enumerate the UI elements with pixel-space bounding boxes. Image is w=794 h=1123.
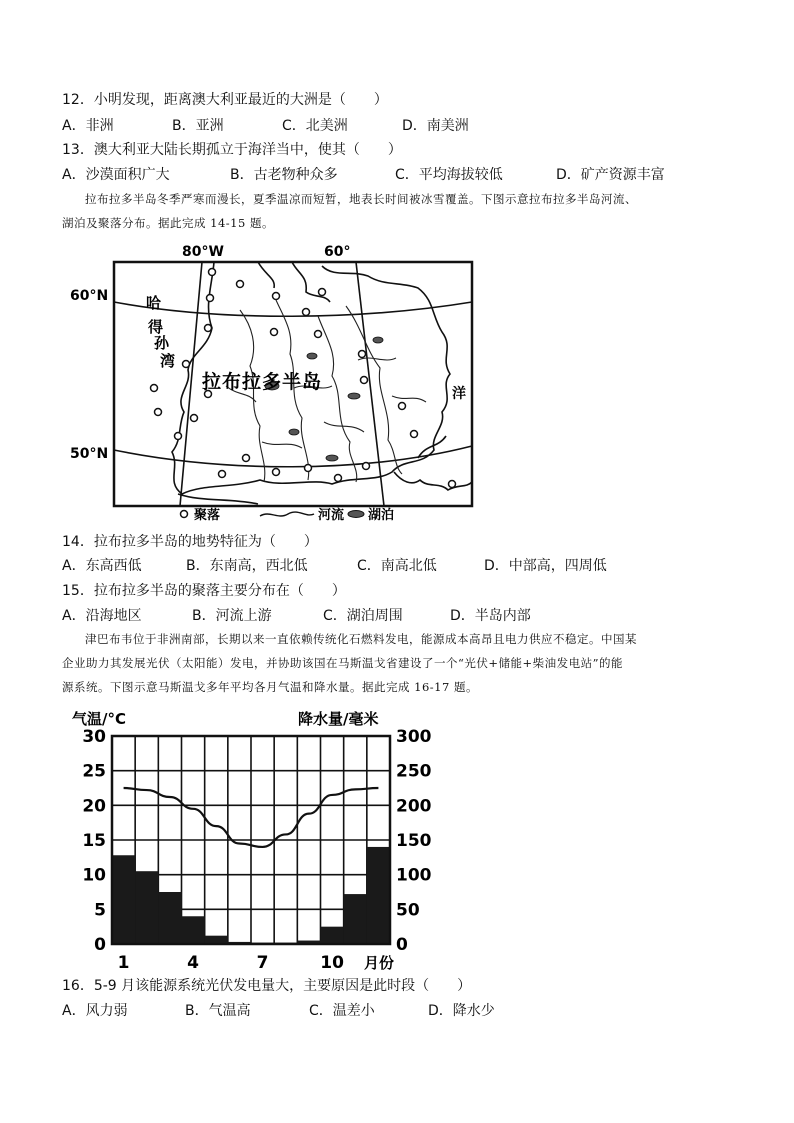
q15-option-b: B．河流上游 <box>192 608 272 624</box>
precip-bar-1 <box>112 855 135 944</box>
q14-option-c: C．南高北低 <box>357 558 437 574</box>
q13-stem: 13．澳大利亚大陆长期孤立于海洋当中，使其（ ） <box>62 142 402 158</box>
q13-option-b: B．古老物种众多 <box>230 167 338 183</box>
precip-bar-3 <box>158 892 181 944</box>
y-left-tick-10: 10 <box>82 865 106 886</box>
passage-zimbabwe-line2: 企业助力其发展光伏（太阳能）发电，并协助该国在马斯温戈省建设了一个“光伏+储能+柴油发电站”的能 <box>62 656 624 670</box>
passage-labrador <box>62 187 742 235</box>
legend-river-symbol <box>260 512 314 516</box>
y-right-tick-300: 300 <box>396 727 432 747</box>
y-right-tick-50: 50 <box>396 900 420 921</box>
precip-bar-12 <box>367 847 390 944</box>
q13-option-d: D．矿产资源丰富 <box>556 167 665 183</box>
y-left-tick-0: 0 <box>94 935 106 955</box>
q12-stem: 12．小明发现，距离澳大利亚最近的大洲是（ ） <box>62 92 388 108</box>
q13-option-c: C．平均海拔较低 <box>395 167 503 183</box>
y-left-tick-5: 5 <box>94 900 106 921</box>
passage-zimbabwe <box>62 627 742 699</box>
peninsula-label: 拉布拉多半岛 <box>202 371 323 393</box>
x-axis-title: 月份 <box>364 954 395 972</box>
q16-option-b: B．气温高 <box>185 1003 251 1019</box>
q12-option-a: A．非洲 <box>62 118 114 134</box>
q15-stem: 15．拉布拉多半岛的聚落主要分布在（ ） <box>62 583 346 599</box>
q16-stem: 16．5-9 月该能源系统光伏发电量大，主要原因是此时段（ ） <box>62 978 472 994</box>
labrador-map <box>62 236 482 528</box>
y-left-tick-15: 15 <box>82 831 106 851</box>
q12-option-d: D．南美洲 <box>402 118 469 134</box>
legend-settlement-label: 聚落 <box>194 508 221 523</box>
passage-zimbabwe-line3: 源系统。下图示意马斯温戈多年平均各月气温和降水量。据此完成 16-17 题。 <box>62 680 478 694</box>
y-right-tick-250: 250 <box>396 761 432 782</box>
climate-chart <box>62 706 452 974</box>
passage-labrador-line1: 拉布拉多半岛冬季严寒而漫长，夏季温凉而短暂，地表长时间被冰雪覆盖。下图示意拉布拉多半岛河流、 <box>85 192 637 206</box>
q16-option-c: C．温差小 <box>309 1003 375 1019</box>
legend-lake-symbol <box>348 511 364 518</box>
x-tick-10: 10 <box>320 953 344 973</box>
q14-option-a: A．东高西低 <box>62 558 142 574</box>
x-tick-1: 1 <box>117 953 130 973</box>
y-right-tick-100: 100 <box>396 865 432 886</box>
passage-zimbabwe-line1: 津巴布韦位于非洲南部，长期以来一直依赖传统化石燃料发电，能源成本高昂且电力供应不稳定。中国某 <box>85 632 637 646</box>
precip-bar-11 <box>344 894 367 944</box>
passage-labrador-line2: 湖泊及聚落分布。据此完成 14-15 题。 <box>62 216 274 230</box>
bay-label-3: 孙 <box>154 334 170 352</box>
q16-option-a: A．风力弱 <box>62 1003 128 1019</box>
q15-option-a: A．沿海地区 <box>62 608 142 624</box>
legend-river-label: 河流 <box>318 508 345 523</box>
lon-label-80w: 80°W <box>182 244 224 260</box>
y-left-tick-20: 20 <box>82 796 106 817</box>
x-tick-4: 4 <box>187 953 200 973</box>
lon-label-60: 60° <box>324 244 351 260</box>
precip-bar-4 <box>182 916 205 944</box>
legend-lake-label: 湖泊 <box>368 508 395 523</box>
bay-label-2: 得 <box>148 318 164 336</box>
q15-option-d: D．半岛内部 <box>450 608 531 624</box>
q14-option-b: B．东南高，西北低 <box>186 558 308 574</box>
q14-option-d: D．中部高，四周低 <box>484 558 607 574</box>
y-right-tick-0: 0 <box>396 935 408 955</box>
y-left-axis-title: 气温/°C <box>72 710 126 728</box>
legend-settlement-symbol <box>181 511 188 518</box>
precip-bar-10 <box>321 927 344 944</box>
q12-option-c: C．北美洲 <box>282 118 348 134</box>
y-right-axis-title: 降水量/毫米 <box>298 710 379 728</box>
q12-option-b: B．亚洲 <box>172 118 224 134</box>
bay-label-4: 湾 <box>160 352 176 370</box>
y-right-tick-200: 200 <box>396 796 432 817</box>
q15-option-c: C．湖泊周围 <box>323 608 403 624</box>
sea-label: 洋 <box>452 386 466 402</box>
y-left-tick-25: 25 <box>82 761 106 782</box>
x-tick-7: 7 <box>256 953 269 973</box>
y-left-tick-30: 30 <box>82 727 106 747</box>
map-legend <box>181 507 395 523</box>
precip-bar-2 <box>135 871 158 944</box>
q14-stem: 14．拉布拉多半岛的地势特征为（ ） <box>62 534 318 550</box>
q16-option-d: D．降水少 <box>428 1003 495 1019</box>
y-right-tick-150: 150 <box>396 831 432 851</box>
lat-label-50n: 50°N <box>70 446 109 462</box>
lat-label-60n: 60°N <box>70 288 109 304</box>
q13-option-a: A．沙漠面积广大 <box>62 167 170 183</box>
bay-label-1: 哈 <box>146 294 162 312</box>
